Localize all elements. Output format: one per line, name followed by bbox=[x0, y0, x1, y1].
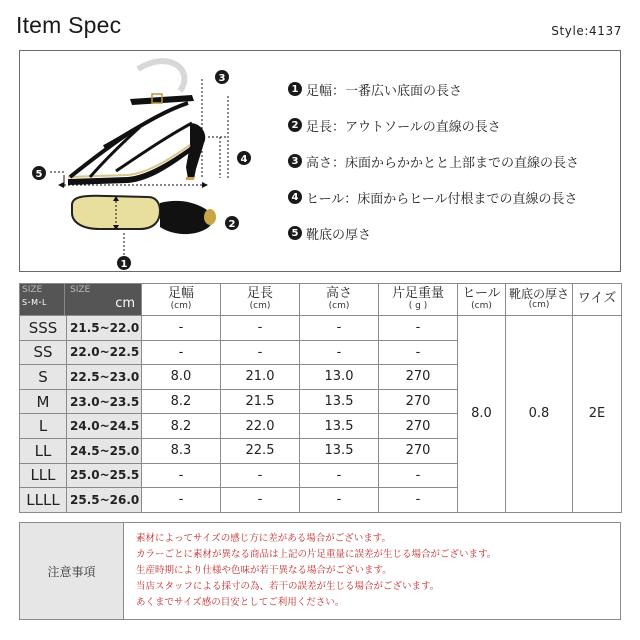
width-cell: 8.0 bbox=[142, 365, 221, 390]
wise-cell: 2E bbox=[573, 316, 622, 513]
cross-strap bbox=[104, 103, 188, 147]
size-range: 21.5~22.0 bbox=[67, 316, 142, 341]
size-range: 22.0~22.5 bbox=[67, 340, 142, 365]
sole-thickness-cell: 0.8 bbox=[506, 316, 573, 513]
heel-cell: 8.0 bbox=[458, 316, 506, 513]
height-cell: - bbox=[300, 488, 379, 513]
height-cell: - bbox=[300, 316, 379, 341]
marker-3 bbox=[215, 70, 229, 84]
width-cell: - bbox=[142, 316, 221, 341]
weight-cell: 270 bbox=[379, 438, 458, 463]
header-length: 足長 (cm) bbox=[221, 284, 300, 316]
notes-panel bbox=[19, 522, 621, 620]
width-cell: 8.2 bbox=[142, 389, 221, 414]
clear-strap bbox=[138, 61, 184, 91]
length-cell: 21.5 bbox=[221, 389, 300, 414]
length-cell: - bbox=[221, 463, 300, 488]
height-cell: 13.5 bbox=[300, 389, 379, 414]
size-range: 25.0~25.5 bbox=[67, 463, 142, 488]
table-header-row bbox=[20, 284, 622, 316]
size-range: 22.5~23.0 bbox=[67, 365, 142, 390]
height-cell: 13.5 bbox=[300, 438, 379, 463]
legend-item bbox=[288, 143, 618, 179]
number-badge: 5 bbox=[288, 226, 302, 240]
size-range: 24.5~25.0 bbox=[67, 438, 142, 463]
corner-size-label: SIZE bbox=[22, 285, 43, 295]
size-label: L bbox=[20, 414, 67, 439]
legend-item bbox=[288, 71, 618, 107]
legend-text: 靴底の厚さ bbox=[306, 227, 372, 243]
header-width: 足幅 (cm) bbox=[142, 284, 221, 316]
sandal-diagram bbox=[20, 51, 282, 273]
size-range: 24.0~24.5 bbox=[67, 414, 142, 439]
measurement-legend bbox=[288, 71, 618, 251]
svg-text:1: 1 bbox=[120, 259, 128, 270]
notes-list bbox=[124, 523, 496, 619]
svg-text:5: 5 bbox=[35, 169, 43, 180]
corner-sml-label: S･M･L bbox=[22, 298, 47, 307]
toe-strap-2 bbox=[90, 127, 140, 177]
length-cell: 21.0 bbox=[221, 365, 300, 390]
height-cell: 13.5 bbox=[300, 414, 379, 439]
number-badge: 2 bbox=[288, 118, 302, 132]
legend-item bbox=[288, 215, 618, 251]
heel-tip bbox=[186, 177, 194, 180]
table-row bbox=[20, 316, 622, 341]
size-range: 23.0~23.5 bbox=[67, 389, 142, 414]
size-label: S bbox=[20, 365, 67, 390]
instep-strap bbox=[116, 123, 192, 171]
size-table bbox=[19, 283, 622, 513]
weight-cell: 270 bbox=[379, 414, 458, 439]
length-cell: - bbox=[221, 488, 300, 513]
width-cell: 8.2 bbox=[142, 414, 221, 439]
weight-cell: - bbox=[379, 316, 458, 341]
note-line: 生産時期により仕様や色味が若干異なる場合がございます。 bbox=[136, 565, 392, 576]
weight-cell: - bbox=[379, 463, 458, 488]
height-cell: 13.0 bbox=[300, 365, 379, 390]
header-wise: ワイズ bbox=[573, 284, 622, 316]
size-label: SSS bbox=[20, 316, 67, 341]
page-title: Item Spec bbox=[16, 12, 122, 38]
length-cell: - bbox=[221, 316, 300, 341]
notes-label: 注意事項 bbox=[20, 523, 124, 619]
style-code: Style:4137 bbox=[551, 24, 622, 38]
legend-text: 足幅：一番広い底面の長さ bbox=[306, 83, 463, 99]
size-label: LLL bbox=[20, 463, 67, 488]
weight-cell: - bbox=[379, 340, 458, 365]
legend-text: 足長：アウトソールの直線の長さ bbox=[306, 119, 501, 135]
number-badge: 1 bbox=[288, 82, 302, 96]
table-corner-header bbox=[20, 284, 142, 316]
corner-size-label-2: SIZE bbox=[70, 285, 91, 295]
width-cell: - bbox=[142, 340, 221, 365]
spec-panel bbox=[19, 50, 621, 272]
size-label: M bbox=[20, 389, 67, 414]
size-label: LLLL bbox=[20, 488, 67, 513]
number-badge: 4 bbox=[288, 190, 302, 204]
weight-cell: - bbox=[379, 488, 458, 513]
note-line: 当店スタッフによる採寸の為、若干の誤差が生じる場合がございます。 bbox=[136, 581, 440, 592]
size-range: 25.5~26.0 bbox=[67, 488, 142, 513]
width-cell: 8.3 bbox=[142, 438, 221, 463]
legend-item bbox=[288, 107, 618, 143]
number-badge: 3 bbox=[288, 154, 302, 168]
marker-4 bbox=[237, 151, 251, 165]
weight-cell: 270 bbox=[379, 389, 458, 414]
note-line: あくまでサイズ感の目安としてご利用ください。 bbox=[136, 597, 345, 608]
svg-text:2: 2 bbox=[228, 219, 236, 230]
corner-unit-label: cm bbox=[115, 296, 135, 311]
legend-text: 高さ：床面からかかとと上部までの直線の長さ bbox=[306, 155, 580, 171]
marker-5 bbox=[32, 166, 46, 180]
header-weight: 片足重量 ( g ) bbox=[379, 284, 458, 316]
width-cell: - bbox=[142, 463, 221, 488]
header-sole-thickness: 靴底の厚さ (cm) bbox=[506, 284, 573, 316]
legend-item bbox=[288, 179, 618, 215]
weight-cell: 270 bbox=[379, 365, 458, 390]
header-heel: ヒール (cm) bbox=[458, 284, 506, 316]
length-cell: 22.5 bbox=[221, 438, 300, 463]
legend-text: ヒール：床面からヒール付根までの直線の長さ bbox=[306, 191, 578, 207]
size-label: SS bbox=[20, 340, 67, 365]
svg-text:4: 4 bbox=[240, 154, 248, 165]
note-line: カラーごとに素材が異なる商品は上記の片足重量に誤差が生じる場合がございます。 bbox=[136, 549, 497, 560]
width-cell: - bbox=[142, 488, 221, 513]
header-height: 高さ (cm) bbox=[300, 284, 379, 316]
note-line: 素材によってサイズの感じ方に差がある場合がございます。 bbox=[136, 533, 391, 544]
svg-text:3: 3 bbox=[218, 73, 226, 84]
marker-1 bbox=[117, 256, 131, 270]
height-cell: - bbox=[300, 463, 379, 488]
height-cell: - bbox=[300, 340, 379, 365]
marker-2 bbox=[225, 216, 239, 230]
length-cell: - bbox=[221, 340, 300, 365]
length-cell: 22.0 bbox=[221, 414, 300, 439]
size-label: LL bbox=[20, 438, 67, 463]
